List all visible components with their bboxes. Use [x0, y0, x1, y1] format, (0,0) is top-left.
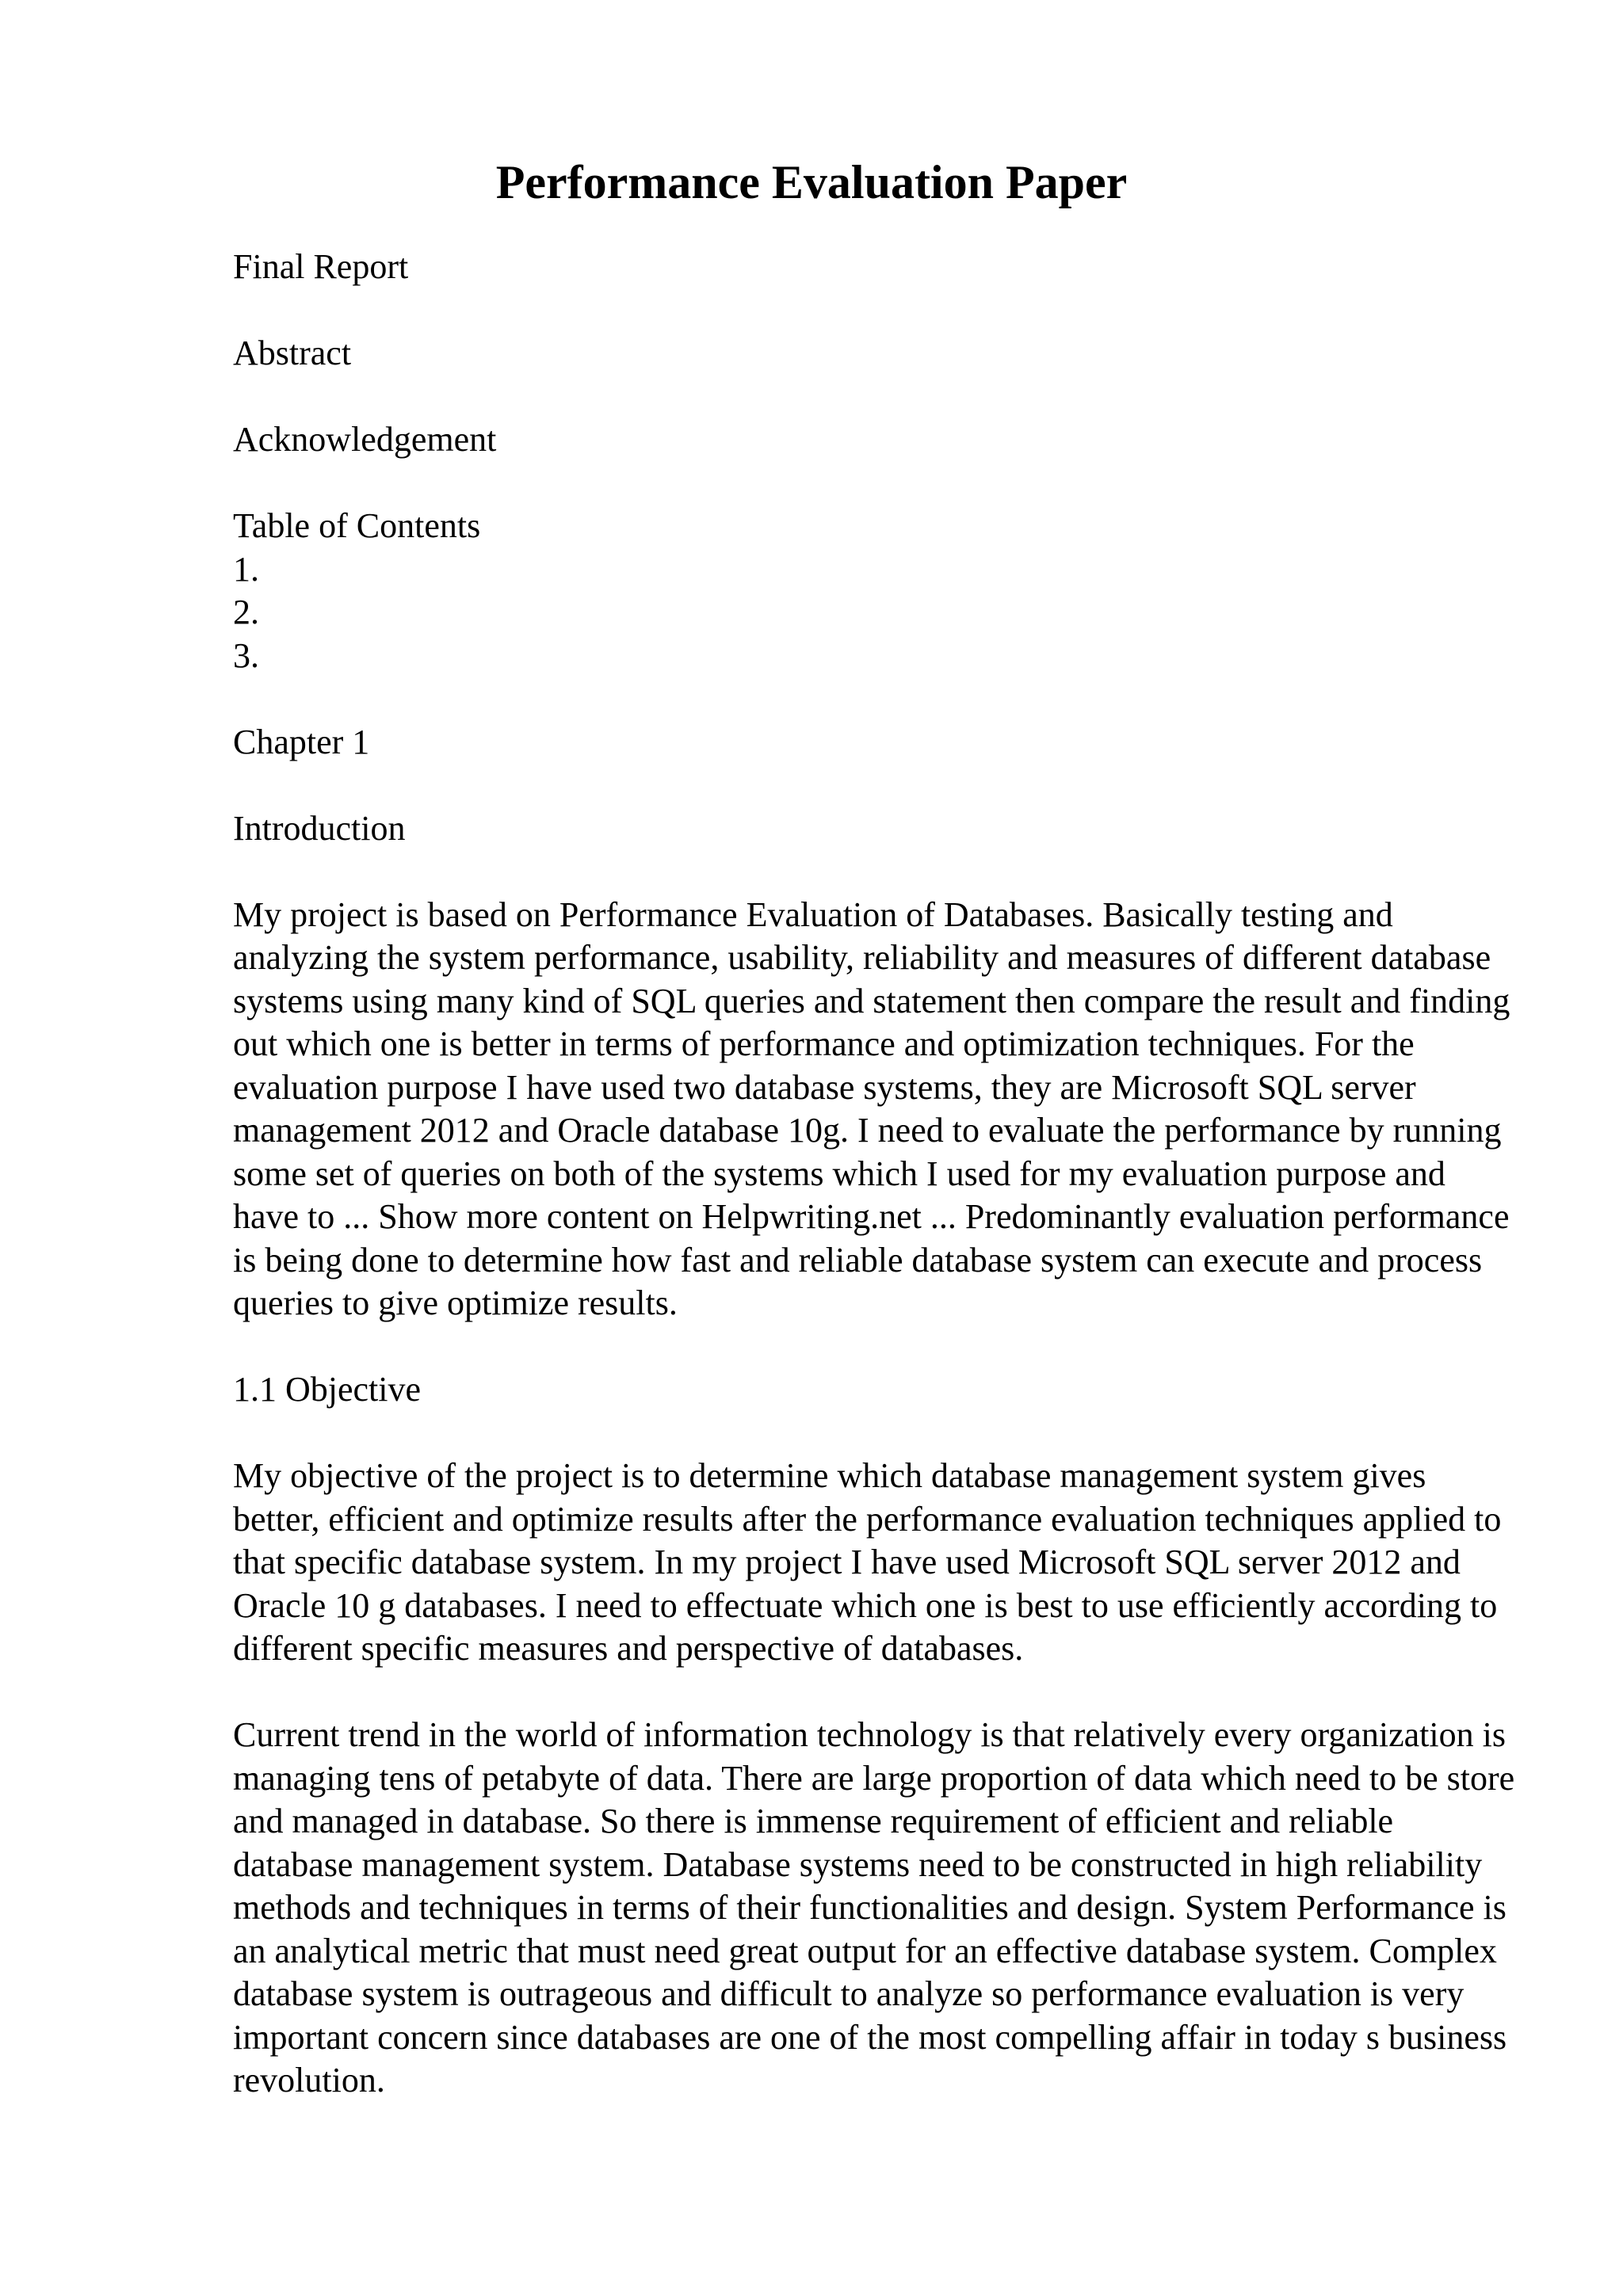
page-title: Performance Evaluation Paper — [495, 156, 1128, 208]
toc-item: 3. — [233, 635, 259, 675]
trend-paragraph: Current trend in the world of information technology is that relatively every organization is managing tens of petabyte of data. There are large proportion of data which need to be store and managed in database. So there is immense requirement of efficient and reliable database management system. Database systems need to be constructed in high reliability methods and techniques in terms of their functionalities and design. System Performance is an analytical metric that must need great output for an effective database system. Complex database system is outrageous and difficult to analyze so performance evaluation is very important concern since databases are one of the most compelling affair in today s business revolution. — [233, 1715, 1515, 2100]
table-of-contents — [233, 505, 1517, 677]
acknowledgement-label: Acknowledgement — [233, 420, 497, 459]
introduction-heading: Introduction — [233, 808, 406, 848]
document-body — [233, 151, 1517, 2103]
abstract-label: Abstract — [233, 334, 352, 372]
toc-item: 1. — [233, 549, 259, 589]
objective-paragraph: My objective of the project is to determine which database management system gives better, efficient and optimize results after the performance evaluation techniques applied to that specific database system. In my project I have used Microsoft SQL server 2012 and Oracle 10 g databases. I need to effectuate which one is best to use efficiently according to different specific measures and perspective of databases. — [233, 1456, 1502, 1668]
toc-item: 2. — [233, 593, 259, 631]
introduction-paragraph: My project is based on Performance Evaluation of Databases. Basically testing and analyzing the system performance, usability, reliability and measures of different database systems using many kind of SQL queries and statement then compare the result and finding out which one is better in terms of performance and optimization techniques. For the evaluation purpose I have used two database systems, they are Microsoft SQL server management 2012 and Oracle database 10g. I need to evaluate the performance by running some set of queries on both of the systems which I used for my evaluation purpose and have to ... Show more content on Helpwriting.net ... Predominantly evaluation performance is being done to determine how fast and reliable database system can execute and process queries to give optimize results. — [233, 894, 1510, 1322]
objective-heading: 1.1 Objective — [233, 1370, 422, 1409]
chapter-label: Chapter 1 — [233, 722, 370, 761]
toc-heading: Table of Contents — [233, 506, 481, 545]
final-report-label: Final Report — [233, 247, 409, 286]
